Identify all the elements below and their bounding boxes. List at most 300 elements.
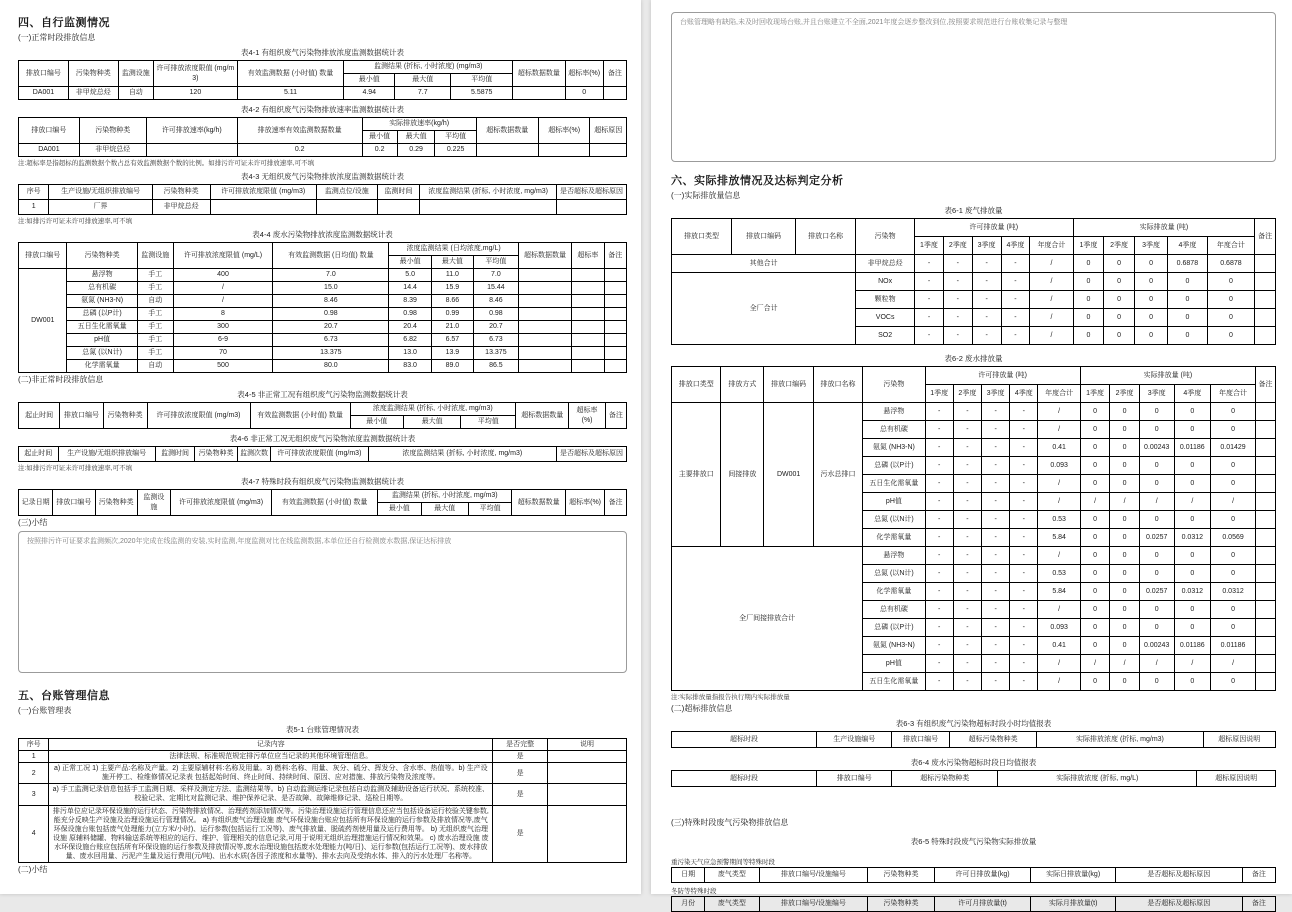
table-cell: 0 — [1104, 327, 1135, 345]
table-cell: 超标率 — [572, 243, 604, 269]
table-cell: DW001 — [764, 403, 813, 547]
table-cell: 超标率(%) — [565, 61, 603, 87]
table-cell: 0 — [1134, 309, 1167, 327]
table-cell: 8.46 — [273, 295, 389, 308]
table-cell: / — [1030, 273, 1073, 291]
table-cell: 3季度 — [1139, 385, 1174, 403]
table-cell: - — [1001, 309, 1030, 327]
table-cell — [538, 144, 590, 157]
table-cell — [572, 295, 604, 308]
table-cell: 超标数据数量 — [513, 61, 565, 87]
table-cell: 0 — [1139, 421, 1174, 439]
table-cell: / — [1174, 493, 1211, 511]
table-cell — [420, 200, 557, 215]
table-cell — [1256, 655, 1276, 673]
table-cell: 0 — [1080, 421, 1110, 439]
table-6-4-caption: 表6-4 废水污染物超标时段日均值报表 — [910, 758, 1037, 767]
table-cell: 备注 — [605, 403, 626, 429]
table-cell: 是否超标及超标原因 — [557, 447, 627, 462]
table-cell: 0.0257 — [1139, 583, 1174, 601]
table-cell: 0.01186 — [1174, 439, 1211, 457]
table-cell: / — [1110, 493, 1140, 511]
table-cell: 许可排放量 (吨) — [915, 219, 1073, 237]
table-cell: 备注 — [603, 61, 626, 87]
table-cell: 0.0312 — [1174, 583, 1211, 601]
table-cell: 最小值 — [344, 74, 395, 87]
table-cell: 0.225 — [435, 144, 476, 157]
table-cell: 0 — [1211, 457, 1256, 475]
table-4-6-caption: 表4-6 非正常工况无组织废气污染物浓度监测数据统计表 — [229, 434, 416, 443]
table-cell: 超标数据数量 — [476, 118, 538, 144]
table-cell — [547, 751, 626, 763]
table-cell: 4.94 — [344, 87, 395, 100]
table-cell: 最小值 — [378, 503, 422, 516]
table-cell: 悬浮物 — [863, 403, 925, 421]
table-cell: / — [1038, 475, 1080, 493]
table-cell: 自动 — [137, 360, 173, 373]
table-cell: 0 — [1110, 475, 1140, 493]
table-cell: 0.01429 — [1211, 439, 1256, 457]
table-cell — [572, 282, 604, 295]
table-cell: 日期 — [672, 868, 705, 883]
report-page-left — [0, 0, 641, 894]
table-cell: 0 — [1110, 403, 1140, 421]
table-cell: / — [1211, 655, 1256, 673]
table-cell: 0 — [1110, 421, 1140, 439]
table-cell: 全厂间接排放合计 — [672, 547, 863, 691]
table-cell: 0 — [1139, 601, 1174, 619]
table-cell — [1256, 475, 1276, 493]
table-6-3-caption: 表6-3 有组织废气污染物超标时段小时均值报表 — [895, 719, 1052, 728]
table-cell: 0 — [1174, 421, 1211, 439]
table-cell: 70 — [173, 347, 272, 360]
table-cell: 超标数据数量 — [518, 243, 571, 269]
table-cell: 实际排放速率(kg/h) — [362, 118, 476, 131]
table-cell — [518, 308, 571, 321]
section-6-sub-actual: (一)实际排放量信息 — [671, 191, 741, 200]
table-cell: 是 — [493, 763, 548, 784]
table-cell: 0 — [1134, 273, 1167, 291]
table-cell: 手工 — [137, 308, 173, 321]
table-cell: 0 — [1139, 403, 1174, 421]
table-cell: 13.375 — [273, 347, 389, 360]
table-cell: - — [953, 421, 981, 439]
table-cell: 许可排放浓度限值 (mg/m3) — [210, 185, 316, 200]
table-6-5-special-period-daily — [671, 867, 1276, 883]
table-cell: 排放口编号 — [19, 61, 69, 87]
table-cell — [572, 269, 604, 282]
table-cell — [513, 87, 565, 100]
table-cell: 0 — [1080, 637, 1110, 655]
table-cell: 总有机碳 — [863, 421, 925, 439]
table-cell: - — [953, 493, 981, 511]
table-cell — [1255, 327, 1276, 345]
table-cell: 非甲烷总烃 — [152, 200, 210, 215]
table-cell: 1 — [19, 200, 49, 215]
table-4-3-unorganized-gas-concentration — [18, 184, 627, 215]
table-cell — [1256, 421, 1276, 439]
table-cell: 生产设施编号 — [816, 732, 892, 748]
table-cell: 许可日排放量(kg) — [934, 868, 1031, 883]
table-cell: 起止时间 — [19, 447, 59, 462]
table-cell — [518, 334, 571, 347]
table-cell: 污染物种类 — [95, 490, 137, 516]
table-cell: 排放口编号 — [892, 732, 949, 748]
table-cell: 0 — [1211, 547, 1256, 565]
table-cell: 超标率(%) — [569, 403, 605, 429]
table-cell: - — [982, 637, 1010, 655]
table-cell: 年度合计 — [1211, 385, 1256, 403]
table-cell: 0 — [1211, 673, 1256, 691]
table-cell: 8.46 — [474, 295, 519, 308]
table-cell: 89.0 — [431, 360, 473, 373]
table-cell: 0 — [1211, 511, 1256, 529]
table-cell: - — [1010, 637, 1038, 655]
table-cell: 2 — [19, 763, 49, 784]
table-4-7-caption: 表4-7 特殊时段有组织废气污染物监测数据统计表 — [241, 477, 404, 486]
table-cell: - — [972, 309, 1001, 327]
table-cell: / — [1030, 309, 1073, 327]
table-cell: 备注 — [1256, 367, 1276, 403]
table-cell: - — [1010, 421, 1038, 439]
table-cell: 排放口名称 — [813, 367, 862, 403]
table-4-6-abnormal-unorganized-gas — [18, 446, 627, 462]
section-4-sub-normal: (一)正常时段排放信息 — [18, 33, 96, 42]
table-cell: - — [953, 583, 981, 601]
table-cell: / — [1038, 601, 1080, 619]
table-cell — [1256, 565, 1276, 583]
table-cell: 1季度 — [1073, 237, 1104, 255]
table-cell: 生产设施/无组织排放编号 — [58, 447, 155, 462]
table-cell: 平均值 — [474, 256, 519, 269]
table-cell: 有效监测数据 (日均值) 数量 — [273, 243, 389, 269]
table-cell — [604, 360, 626, 373]
table-cell — [518, 295, 571, 308]
table-cell: - — [982, 547, 1010, 565]
table-cell: 0.98 — [474, 308, 519, 321]
table-cell: 0 — [1073, 309, 1104, 327]
table-cell: 最大值 — [421, 503, 468, 516]
table-cell: 许可排放速率(kg/h) — [146, 118, 237, 144]
table-cell: 20.7 — [273, 321, 389, 334]
table-cell: 6-9 — [173, 334, 272, 347]
table-cell: 300 — [173, 321, 272, 334]
table-cell: 0 — [1104, 273, 1135, 291]
table-cell: - — [925, 565, 953, 583]
table-cell: 0 — [1174, 403, 1211, 421]
table-cell: 排放口编号 — [53, 490, 95, 516]
table-cell: 0 — [1211, 421, 1256, 439]
table-cell: 0 — [1073, 273, 1104, 291]
table-cell: 3季度 — [982, 385, 1010, 403]
table-cell: 生产设施/无组织排放编号 — [49, 185, 152, 200]
table-4-4-wastewater-concentration — [18, 242, 627, 373]
table-cell: 是 — [493, 784, 548, 805]
table-cell: 0 — [1080, 601, 1110, 619]
table-6-3-gas-exceedance-hourly — [671, 731, 1276, 748]
table-cell: 污染物种类 — [868, 897, 934, 912]
table-cell: - — [943, 255, 972, 273]
table-cell: 许可排放浓度限值 (mg/m3) — [153, 61, 237, 87]
table-cell: 最大值 — [397, 131, 435, 144]
table-cell: DA001 — [19, 87, 69, 100]
table-cell: 8 — [173, 308, 272, 321]
table-cell — [210, 200, 316, 215]
table-cell: pH值 — [863, 493, 925, 511]
table-cell: - — [953, 637, 981, 655]
table-cell: - — [1010, 439, 1038, 457]
table-cell: 污染物种类 — [79, 118, 146, 144]
table-cell: - — [943, 309, 972, 327]
table-cell: 监测设施 — [137, 243, 173, 269]
section-5-sub-summary: (二)小结 — [18, 865, 48, 875]
table-cell: 全厂合计 — [672, 273, 856, 345]
table-cell: 4季度 — [1174, 385, 1211, 403]
table-cell: 0 — [1110, 673, 1140, 691]
table-cell: - — [972, 291, 1001, 309]
table-cell — [572, 321, 604, 334]
table-cell: 排放口编号/设施编号 — [759, 897, 868, 912]
table-cell: 6.57 — [431, 334, 473, 347]
table-cell: 4季度 — [1001, 237, 1030, 255]
table-6-5-caption: 表6-5 特殊时段废气污染物实际排放量 — [910, 837, 1037, 846]
table-cell: 15.0 — [273, 282, 389, 295]
table-cell: 自动 — [137, 295, 173, 308]
table-cell: 0 — [1110, 583, 1140, 601]
table-cell: 0.6878 — [1207, 255, 1255, 273]
table-cell: 超标率(%) — [538, 118, 590, 144]
table-cell: 记录内容 — [49, 739, 493, 751]
section-4-summary-text: 按照排污许可证要求监测频次,2020年完成在线监测的安装,实时监测,年度监测对比在线监测数据,本单位还自行检测废水数据,保证达标排放 — [27, 538, 452, 545]
table-cell: - — [925, 493, 953, 511]
table-cell: - — [953, 547, 981, 565]
table-cell: 手工 — [137, 347, 173, 360]
section-5-sub-ledger: (一)台账管理表 — [18, 706, 72, 715]
table-cell: 0.093 — [1038, 619, 1080, 637]
table-cell: 0 — [1073, 327, 1104, 345]
table-cell — [547, 805, 626, 863]
table-cell: 13.9 — [431, 347, 473, 360]
table-cell: 0 — [1080, 439, 1110, 457]
table-cell: 污染物种类 — [103, 403, 147, 429]
table-cell: 许可排放浓度限值 (mg/L) — [173, 243, 272, 269]
table-cell: 总磷 (以P计) — [863, 619, 925, 637]
table-cell: 6.73 — [273, 334, 389, 347]
table-cell: VOCs — [856, 309, 915, 327]
section-5-title: 五、台账管理信息 — [18, 690, 110, 702]
table-cell: 年度合计 — [1207, 237, 1255, 255]
table-cell: 3季度 — [1134, 237, 1167, 255]
table-cell: - — [1010, 655, 1038, 673]
table-cell: 14.4 — [389, 282, 431, 295]
table-6-2-caption: 表6-2 废水排放量 — [944, 354, 1003, 363]
table-cell: 20.4 — [389, 321, 431, 334]
table-cell: - — [982, 493, 1010, 511]
table-cell — [1256, 619, 1276, 637]
table-cell: / — [1038, 493, 1080, 511]
table-cell: 超标数据数量 — [516, 403, 569, 429]
table-cell: 超标数据数量 — [512, 490, 566, 516]
table-cell: 5.84 — [1038, 583, 1080, 601]
table-cell — [572, 308, 604, 321]
table-cell: 0 — [1207, 327, 1255, 345]
table-cell: 0.0312 — [1211, 583, 1256, 601]
table-cell: 监测点位/设施 — [316, 185, 377, 200]
table-cell: 2季度 — [953, 385, 981, 403]
table-cell: 0 — [1110, 637, 1140, 655]
table-cell: 法律法规、标准规范规定排污单位应当记录的其他环境管理信息。 — [49, 751, 493, 763]
table-cell: 总有机碳 — [67, 282, 137, 295]
table-cell: - — [982, 619, 1010, 637]
table-cell: 许可排放浓度限值 (mg/m3) — [271, 447, 368, 462]
table-cell: 污水总排口 — [813, 403, 862, 547]
table-cell: 污染物种类 — [152, 185, 210, 200]
table-4-2-caption: 表4-2 有组织废气污染物排放速率监测数据统计表 — [241, 105, 404, 114]
table-cell: - — [925, 529, 953, 547]
table-4-5-abnormal-organized-gas — [18, 402, 627, 429]
table-cell: 实际日排放量(kg) — [1031, 868, 1116, 883]
table-cell: 备注 — [1242, 868, 1275, 883]
table-cell: 0 — [1080, 457, 1110, 475]
table-cell: - — [1010, 565, 1038, 583]
table-cell: 0 — [1110, 601, 1140, 619]
table-cell: - — [972, 255, 1001, 273]
table-cell: - — [982, 529, 1010, 547]
table-cell: 悬浮物 — [67, 269, 137, 282]
table-cell: 监测时间 — [155, 447, 195, 462]
table-cell: 化学需氧量 — [67, 360, 137, 373]
table-cell: - — [943, 327, 972, 345]
table-cell: 超标污染物种类 — [892, 771, 998, 787]
table-cell: 监测设施 — [137, 490, 170, 516]
table-cell: 0 — [1168, 273, 1207, 291]
table-cell: 最小值 — [362, 131, 397, 144]
table-cell: - — [982, 673, 1010, 691]
table-cell — [604, 321, 626, 334]
table-cell: - — [982, 457, 1010, 475]
section-5-summary-box — [671, 12, 1276, 162]
table-6-2-note: 注:实际排放量指报告执行期内实际排放量 — [671, 694, 790, 701]
table-cell: - — [1001, 327, 1030, 345]
table-cell: 浓度监测结果 (折标, 小时浓度, mg/m3) — [368, 447, 556, 462]
table-cell: 0 — [1134, 255, 1167, 273]
table-cell: 排放口编号 — [60, 403, 104, 429]
table-cell: - — [982, 511, 1010, 529]
table-cell: pH值 — [67, 334, 137, 347]
table-cell — [1255, 273, 1276, 291]
table-cell: / — [1038, 403, 1080, 421]
table-cell: - — [972, 273, 1001, 291]
table-cell: 备注 — [1255, 219, 1276, 255]
table-cell: 化学需氧量 — [863, 529, 925, 547]
table-cell: 4 — [19, 805, 49, 863]
table-cell: 0 — [1080, 511, 1110, 529]
section-6-sub-exceed: (二)超标排放信息 — [671, 704, 733, 713]
table-cell: 监测结果 (折标, 小时浓度) (mg/m3) — [344, 61, 513, 74]
table-cell: 有效监测数据 (小时值) 数量 — [272, 490, 378, 516]
table-cell: - — [1010, 529, 1038, 547]
table-cell: 0 — [1080, 475, 1110, 493]
table-cell: 监测时间 — [377, 185, 420, 200]
table-cell: 0 — [1139, 547, 1174, 565]
table-cell: 排放口类型 — [672, 219, 732, 255]
table-cell: a) 手工监测记录信息包括手工监测日期、采样及测定方法、监测结果等。b) 自动监测运维记录包括自动监测及辅助设备运行状况、系统校准、校验记录、定期比对监测记录、维护保养记录、是否故障、故障维修记录、巡检日期等。 — [49, 784, 493, 805]
table-cell: 0 — [1174, 619, 1211, 637]
table-cell — [1255, 291, 1276, 309]
table-cell: 8.66 — [431, 295, 473, 308]
table-5-1-caption: 表5-1 台账管理情况表 — [286, 725, 359, 734]
table-cell: 排放口类型 — [672, 367, 721, 403]
section-4-sub-abnormal: (二)非正常时段排放信息 — [18, 375, 104, 384]
table-cell: 21.0 — [431, 321, 473, 334]
table-cell: / — [1030, 291, 1073, 309]
table-cell — [1255, 255, 1276, 273]
table-cell: 0 — [1104, 255, 1135, 273]
table-cell: 排放口编号 — [19, 243, 67, 269]
table-cell: 排放口编号/设施编号 — [759, 868, 868, 883]
table-cell — [590, 144, 627, 157]
table-cell: 超标污染物种类 — [949, 732, 1037, 748]
table-cell: - — [982, 601, 1010, 619]
table-cell: 0 — [1139, 565, 1174, 583]
table-cell: - — [1010, 601, 1038, 619]
table-cell: 污染物 — [863, 367, 925, 403]
table-cell: 0 — [1174, 547, 1211, 565]
table-cell: 平均值 — [468, 503, 512, 516]
table-cell — [604, 269, 626, 282]
table-cell: 0.0312 — [1174, 529, 1211, 547]
table-cell: - — [925, 655, 953, 673]
table-cell: 80.0 — [273, 360, 389, 373]
table-cell: - — [943, 291, 972, 309]
table-cell: 8.39 — [389, 295, 431, 308]
table-cell: 0 — [1174, 457, 1211, 475]
table-cell: 0 — [1139, 619, 1174, 637]
table-cell: 0 — [1174, 601, 1211, 619]
table-cell: 0 — [1211, 619, 1256, 637]
table-cell: 序号 — [19, 185, 49, 200]
table-cell — [547, 763, 626, 784]
table-4-6-note: 注:如排污许可证未许可排放速率,可不填 — [18, 465, 133, 472]
table-6-1-gas-emission-amount — [671, 218, 1276, 345]
table-cell: 0 — [1110, 565, 1140, 583]
table-cell: 最小值 — [389, 256, 431, 269]
table-cell: 备注 — [605, 490, 627, 516]
table-cell: 0 — [1168, 309, 1207, 327]
table-cell: 120 — [153, 87, 237, 100]
table-cell: - — [953, 439, 981, 457]
table-cell: 其他合计 — [672, 255, 856, 273]
table-cell — [604, 334, 626, 347]
table-cell: 0 — [1211, 565, 1256, 583]
table-cell — [1256, 547, 1276, 565]
table-cell: 手工 — [137, 334, 173, 347]
table-cell: 0.53 — [1038, 565, 1080, 583]
table-cell: 0.00243 — [1139, 439, 1174, 457]
table-cell: 1季度 — [925, 385, 953, 403]
table-cell: a) 正常工况 1) 主要产品:名称及产量。2) 主要原辅材料:名称及用量。3) 燃料:名称、用量、灰分、硫分、挥发分、含水率、热值等。b) 生产设施开停工、检维修情况记录表 包括起始时间、终止时间、持续时间、原因、应对措施、排放污染物及浓度等。 — [49, 763, 493, 784]
table-cell: - — [982, 403, 1010, 421]
table-cell: 浓度监测结果 (日均浓度,mg/L) — [389, 243, 518, 256]
table-cell: - — [1010, 493, 1038, 511]
table-6-5-monthly-label: 冬防等特殊时段 — [671, 888, 717, 895]
table-cell: - — [982, 565, 1010, 583]
table-cell: 0 — [1104, 309, 1135, 327]
table-cell: 序号 — [19, 739, 49, 751]
table-cell — [572, 347, 604, 360]
table-cell: 最小值 — [350, 416, 403, 429]
table-cell: - — [915, 327, 944, 345]
